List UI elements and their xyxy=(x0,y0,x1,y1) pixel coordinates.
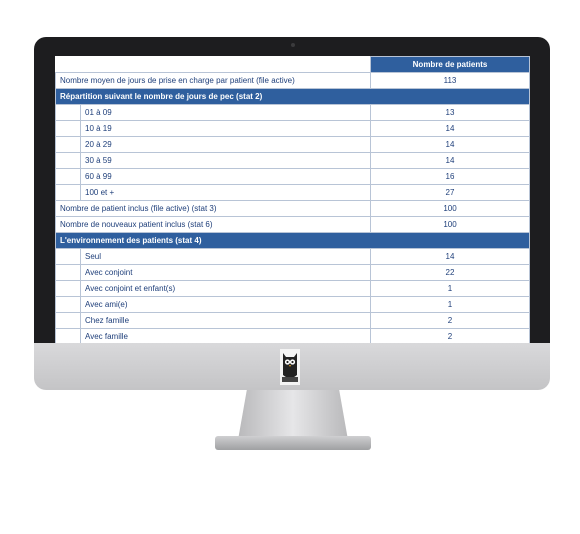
indent-cell xyxy=(56,281,81,297)
table-subrow xyxy=(56,249,530,265)
indent-cell xyxy=(56,153,81,169)
row-value: 100 xyxy=(371,201,530,217)
subrow-value: 1 xyxy=(371,297,530,313)
indent-cell xyxy=(56,313,81,329)
monitor-stand-base xyxy=(215,436,371,450)
indent-cell xyxy=(56,265,81,281)
indent-cell xyxy=(56,137,81,153)
subrow-value: 16 xyxy=(371,169,530,185)
subrow-label: 30 à 59 xyxy=(81,153,371,169)
table-subrow xyxy=(56,105,530,121)
indent-cell xyxy=(56,105,81,121)
monitor-screen xyxy=(55,56,530,343)
table-row xyxy=(56,201,530,217)
subrow-label: 60 à 99 xyxy=(81,169,371,185)
indent-cell xyxy=(56,249,81,265)
table-subrow xyxy=(56,313,530,329)
subrow-value: 14 xyxy=(371,121,530,137)
owl-logo-icon xyxy=(280,349,300,385)
section-label: L'environnement des patients (stat 4) xyxy=(56,233,530,249)
table-row xyxy=(56,73,530,89)
section-label: Répartition suivant le nombre de jours de pec (stat 2) xyxy=(56,89,530,105)
table-header-row xyxy=(56,57,530,73)
table-subrow xyxy=(56,185,530,201)
subrow-label: 20 à 29 xyxy=(81,137,371,153)
row-label: Nombre moyen de jours de prise en charge par patient (file active) xyxy=(56,73,371,89)
table-subrow xyxy=(56,169,530,185)
subrow-value: 13 xyxy=(371,105,530,121)
subrow-value: 14 xyxy=(371,249,530,265)
table-subrow xyxy=(56,297,530,313)
row-value: 113 xyxy=(371,73,530,89)
subrow-value: 2 xyxy=(371,313,530,329)
indent-cell xyxy=(56,169,81,185)
patients-table xyxy=(55,56,530,361)
subrow-value: 14 xyxy=(371,153,530,169)
subrow-label: Avec ami(e) xyxy=(81,297,371,313)
subrow-value: 14 xyxy=(371,137,530,153)
subrow-value: 1 xyxy=(371,281,530,297)
column-header-nombre-patients: Nombre de patients xyxy=(371,57,530,73)
table-subrow xyxy=(56,281,530,297)
table-subrow xyxy=(56,121,530,137)
indent-cell xyxy=(56,121,81,137)
row-label: Nombre de patient inclus (file active) (stat 3) xyxy=(56,201,371,217)
subrow-label: Avec conjoint xyxy=(81,265,371,281)
table-subrow xyxy=(56,137,530,153)
table-section-row xyxy=(56,89,530,105)
subrow-label: Avec conjoint et enfant(s) xyxy=(81,281,371,297)
table-subrow xyxy=(56,265,530,281)
table-subrow xyxy=(56,153,530,169)
row-label: Nombre de nouveaux patient inclus (stat 6) xyxy=(56,217,371,233)
indent-cell xyxy=(56,297,81,313)
camera-icon xyxy=(291,43,295,47)
row-value: 100 xyxy=(371,217,530,233)
indent-cell xyxy=(56,185,81,201)
monitor-stand-neck xyxy=(238,390,348,440)
table-section-row xyxy=(56,233,530,249)
subrow-label: Avec famille xyxy=(81,329,371,345)
subrow-label: 10 à 19 xyxy=(81,121,371,137)
subrow-value: 22 xyxy=(371,265,530,281)
header-spacer xyxy=(56,57,371,73)
subrow-label: Chez famille xyxy=(81,313,371,329)
subrow-label: 01 à 09 xyxy=(81,105,371,121)
subrow-label: 100 et + xyxy=(81,185,371,201)
table-row xyxy=(56,217,530,233)
subrow-label: Seul xyxy=(81,249,371,265)
subrow-value: 27 xyxy=(371,185,530,201)
subrow-value: 2 xyxy=(371,329,530,345)
